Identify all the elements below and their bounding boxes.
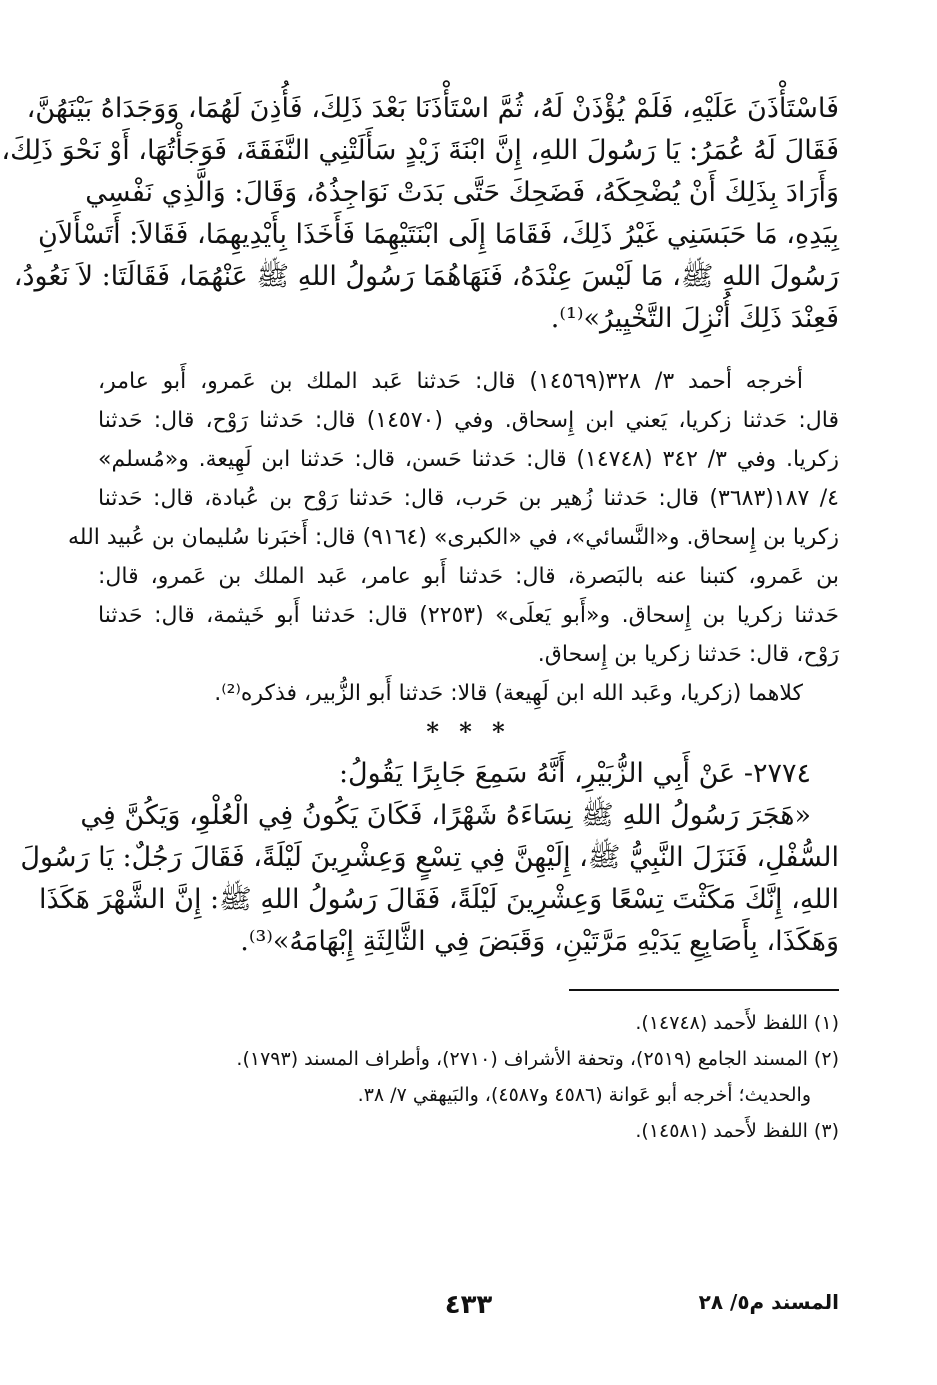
hadith-line: فَعِنْدَ ذَلِكَ أُنْزِلَ التَّخْيِيرُ»⁽¹⁾.	[550, 303, 839, 334]
hadith-line: السُّفْلِ، فَنَزَلَ النَّبِيُّ ﷺ، إِلَيْهِنَّ فِي تِسْعٍ وَعِشْرِينَ لَيْلَةً، فَقَالَ رَجُلٌ: يَا رَسُولَ	[20, 842, 839, 873]
takhrij-line: بن عَمرو، كتبنا عنه بالبَصرة، قال: حَدثنا أَبو عامر، عَبد الملك بن عَمرو، قال:	[98, 564, 839, 589]
takhrij-line: ٤/ ١٨٧(٣٦٨٣) قال: حَدثنا زُهير بن حَرب، قال: حَدثنا رَوْح بن عُبادة، قال: حَدثنا	[98, 486, 839, 511]
hadith-line: وَهَكَذَا، بِأَصَابِعِ يَدَيْهِ مَرَّتَيْنِ، وَقَبَضَ فِي الثَّالِثَةِ إِبْهَامَهُ»⁽³⁾.	[240, 926, 839, 957]
page-number: ٤٣٣	[444, 1290, 493, 1320]
takhrij-line: كلاهما (زكريا، وعَبد الله ابن لَهِيعة) قالا: حَدثنا أَبو الزُّبير، فذكره⁽²⁾.	[214, 681, 803, 706]
hadith-continuation	[1, 88, 839, 340]
takhrij-line: أخرجه أحمد ٣/ ٣٢٨(١٤٥٦٩) قال: حَدثنا عَبد الملك بن عَمرو، أَبو عامر،	[98, 369, 803, 394]
hadith-2774-text	[20, 795, 839, 963]
footnote-divider	[569, 989, 839, 991]
hadith-line: «هَجَرَ رَسُولُ اللهِ ﷺ نِسَاءَهُ شَهْرًا، فَكَانَ يَكُونُ فِي الْعُلْوِ، وَيَكُنَّ فِي	[80, 800, 811, 831]
hadith-line: رَسُولَ اللهِ ﷺ، مَا لَيْسَ عِنْدَهُ، فَنَهَاهُمَا رَسُولُ اللهِ ﷺ عَنْهُمَا، فَقَالَتَا: لاَ نَعُودُ،	[13, 261, 839, 292]
footnote-2: (٢) المسند الجامع (٢٥١٩)، وتحفة الأشراف (٢٧١٠)، وأطراف المسند (١٧٩٣).	[236, 1048, 839, 1070]
hadith-header: ٢٧٧٤- عَنْ أَبِي الزُّبَيْرِ، أَنَّهُ سَمِعَ جَابِرًا يَقُولُ:	[338, 758, 811, 789]
hadith-line: اللهِ، إِنَّكَ مَكَثْتَ تِسْعًا وَعِشْرِينَ لَيْلَةً، فَقَالَ رَسُولُ اللهِ ﷺ: إِنَّ الشَّهْرَ هَكَذَا	[38, 884, 839, 915]
volume-signature: المسند م٥/ ٢٨	[698, 1290, 839, 1314]
takhrij-line: رَوْح، قال: حَدثنا زكريا بن إِسحاق.	[537, 642, 839, 667]
footnote-3: (٣) اللفظ لأَحمد (١٤٥٨١).	[635, 1120, 839, 1142]
takhrij-line: قال: حَدثنا زكريا، يَعني ابن إِسحاق. وفي (١٤٥٧٠) قال: حَدثنا رَوْح، قال: حَدثنا	[98, 408, 839, 433]
takhrij-line: حَدثنا زكريا بن إِسحاق. و«أَبو يَعلَى» (٢٢٥٣) قال: حَدثنا أَبو خَيثمة، قال: حَدثنا	[98, 603, 839, 628]
footnote-2-continuation: والحديث؛ أخرجه أبو عَوانة (٤٥٨٦ و٤٥٨٧)، والبَيهقي ٧/ ٣٨.	[357, 1084, 811, 1106]
hadith-line: وَأَرَادَ بِذَلِكَ أَنْ يُضْحِكَهُ، فَضَحِكَ حَتَّى بَدَتْ نَوَاجِذُهُ، وَقَالَ: وَالَّذِي نَفْسِي	[85, 177, 839, 208]
hadith-line: فَقَالَ لَهُ عُمَرُ: يَا رَسُولَ اللهِ، إِنَّ ابْنَةَ زَيْدٍ سَأَلَتْنِي النَّفَقَةَ، فَوَجَأْتُهَا، أَوْ نَحْوَ ذَلِكَ،	[1, 135, 839, 166]
section-separator: * * *	[426, 717, 511, 746]
takhrij-line: زكريا بن إِسحاق. و«النَّسائي»، في «الكبرى» (٩١٦٤) قال: أَخبَرنا سُليمان بن عُبيد الله	[67, 525, 839, 550]
footnote-1: (١) اللفظ لأَحمد (١٤٧٤٨).	[635, 1012, 839, 1034]
takhrij-paragraph	[67, 362, 840, 713]
page-footer	[98, 1290, 839, 1330]
hadith-line: بِيَدِهِ، مَا حَبَسَنِي غَيْرُ ذَلِكَ، فَقَامَا إِلَى ابْنَتَيْهِمَا فَأَخَذَا بِأَيْدِيهِمَا، فَقَالاَ: أَتَسْأَلاَنِ	[38, 219, 839, 250]
footnotes	[98, 1005, 839, 1149]
hadith-line: فَاسْتَأْذَنَ عَلَيْهِ، فَلَمْ يُؤْذَنْ لَهُ، ثُمَّ اسْتَأْذَنَا بَعْدَ ذَلِكَ، فَأُذِنَ لَهُمَا، وَوَجَدَاهُ بَيْنَهُنَّ،	[26, 93, 839, 124]
takhrij-line: زكريا. وفي ٣/ ٣٤٢ (١٤٧٤٨) قال: حَدثنا حَسن، قال: حَدثنا ابن لَهِيعة. و«مُسلم»	[98, 447, 840, 472]
